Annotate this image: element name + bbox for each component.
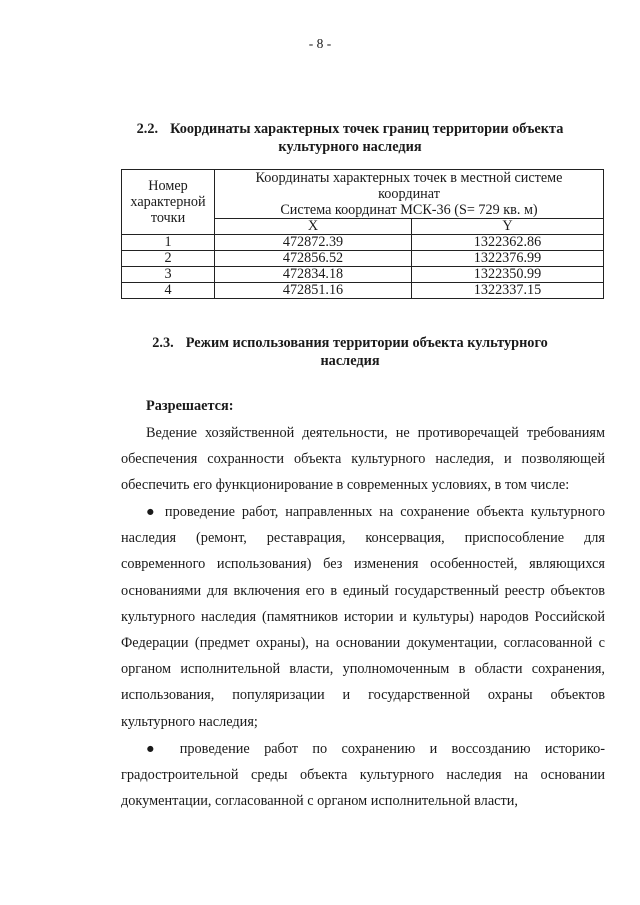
paragraph-text: ● проведение работ, направленных на сохранение объекта культурного наследия (ремонт, реставрация, консервация, приспособление для современного использования) без изменения особенностей, являющихся основаниями для включения его в единый государственный реестр объектов культурного наследия (памятников истории и культуры) народов Российской Федерации (предмет охраны), на основании документации, согласованной с органом исполнительной власти, уполномоченным в области сохранения, использования, популяризации и государственной охраны объектов культурного наследия; bbox=[121, 504, 605, 730]
section-number: 2.2. bbox=[136, 121, 159, 137]
section-title-line2: культурного наследия bbox=[278, 139, 422, 155]
coordinates-header-line2: координат bbox=[378, 186, 440, 202]
paragraph-1 bbox=[121, 420, 605, 499]
coordinates-header-line3: Система координат МСК-36 (S= 729 кв. м) bbox=[280, 202, 538, 218]
section-heading-line1 bbox=[110, 120, 590, 138]
section-number: 2.3. bbox=[152, 335, 174, 351]
point-number-header bbox=[122, 170, 215, 235]
x-value-cell: 472834.18 bbox=[215, 267, 412, 283]
table-row bbox=[122, 283, 604, 299]
section-heading-2-3 bbox=[110, 334, 590, 370]
coordinates-table bbox=[121, 169, 604, 299]
x-value-cell: 472851.16 bbox=[215, 283, 412, 299]
x-value-cell: 472856.52 bbox=[215, 251, 412, 267]
point-number-cell: 1 bbox=[122, 235, 215, 251]
section-title: Координаты характерных точек границ территории объекта bbox=[170, 121, 564, 137]
section-title-line2: наследия bbox=[320, 353, 380, 369]
allowed-label: Разрешается: bbox=[146, 398, 234, 414]
y-value-cell: 1322337.15 bbox=[412, 283, 604, 299]
coordinates-header bbox=[215, 170, 604, 219]
point-number-cell: 3 bbox=[122, 267, 215, 283]
paragraph-2 bbox=[121, 499, 605, 735]
x-value-cell: 472872.39 bbox=[215, 235, 412, 251]
table-row bbox=[122, 235, 604, 251]
y-value-cell: 1322362.86 bbox=[412, 235, 604, 251]
paragraph-3 bbox=[121, 736, 605, 815]
point-number-header-text: Номер характерной точки bbox=[130, 178, 206, 226]
y-value-cell: 1322350.99 bbox=[412, 267, 604, 283]
coordinates-header-line1: Координаты характерных точек в местной системе bbox=[255, 170, 563, 186]
page-number: - 8 - bbox=[308, 36, 332, 51]
table-row bbox=[122, 251, 604, 267]
section-title: Режим использования территории объекта культурного bbox=[185, 335, 548, 351]
y-value-cell: 1322376.99 bbox=[412, 251, 604, 267]
paragraph-text: Ведение хозяйственной деятельности, не противоречащей требованиям обеспечения сохранности объекта культурного наследия, и позволяющей обеспечить его функционирование в современных условиях, в том числе: bbox=[121, 425, 605, 494]
point-number-cell: 2 bbox=[122, 251, 215, 267]
section-heading-line1 bbox=[110, 334, 590, 352]
section-heading-2-2 bbox=[110, 120, 590, 156]
paragraph-text: ● проведение работ по сохранению и воссозданию историко-градостроительной среды объекта культурного наследия на основании документации, согласованной с органом исполнительной власти, bbox=[121, 741, 605, 810]
table-row bbox=[122, 267, 604, 283]
y-column-header: Y bbox=[412, 219, 604, 235]
x-column-header: X bbox=[215, 219, 412, 235]
point-number-cell: 4 bbox=[122, 283, 215, 299]
